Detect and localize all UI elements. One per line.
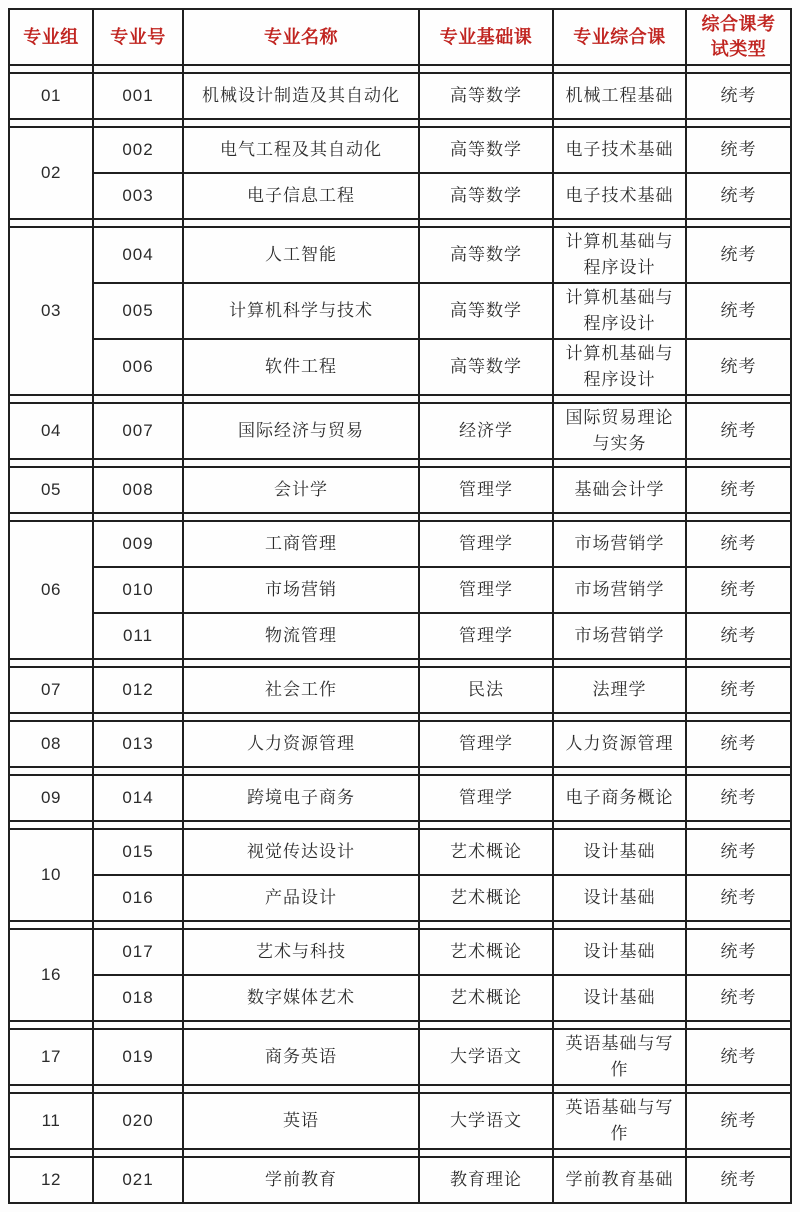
spacer-cell bbox=[9, 767, 93, 775]
spacer-cell bbox=[553, 65, 686, 73]
major-name-cell: 市场营销 bbox=[183, 567, 419, 613]
major-name-cell: 人工智能 bbox=[183, 227, 419, 283]
major-number-cell: 019 bbox=[93, 1029, 183, 1085]
major-number-cell: 007 bbox=[93, 403, 183, 459]
group-cell: 17 bbox=[9, 1029, 93, 1085]
comprehensive-course-cell: 电子技术基础 bbox=[553, 127, 686, 173]
comprehensive-course-cell: 学前教育基础 bbox=[553, 1157, 686, 1203]
header-cell-major-name: 专业名称 bbox=[183, 9, 419, 65]
major-number-cell: 003 bbox=[93, 173, 183, 219]
group-cell: 04 bbox=[9, 403, 93, 459]
table-row bbox=[9, 929, 791, 975]
spacer-cell bbox=[93, 219, 183, 227]
spacer-cell bbox=[9, 219, 93, 227]
table-row bbox=[9, 339, 791, 395]
spacer-cell bbox=[686, 459, 791, 467]
group-spacer-row bbox=[9, 659, 791, 667]
table-row bbox=[9, 127, 791, 173]
header-cell-exam-type: 综合课考试类型 bbox=[686, 9, 791, 65]
table-row bbox=[9, 283, 791, 339]
group-cell: 16 bbox=[9, 929, 93, 1021]
basic-course-cell: 管理学 bbox=[419, 567, 553, 613]
comprehensive-course-cell: 国际贸易理论与实务 bbox=[553, 403, 686, 459]
major-number-cell: 005 bbox=[93, 283, 183, 339]
spacer-cell bbox=[93, 513, 183, 521]
spacer-cell bbox=[183, 65, 419, 73]
spacer-cell bbox=[93, 459, 183, 467]
spacer-cell bbox=[686, 767, 791, 775]
group-cell: 08 bbox=[9, 721, 93, 767]
basic-course-cell: 艺术概论 bbox=[419, 975, 553, 1021]
spacer-cell bbox=[183, 459, 419, 467]
basic-course-cell: 艺术概论 bbox=[419, 875, 553, 921]
spacer-cell bbox=[553, 395, 686, 403]
spacer-cell bbox=[9, 659, 93, 667]
basic-course-cell: 高等数学 bbox=[419, 227, 553, 283]
spacer-cell bbox=[9, 119, 93, 127]
spacer-cell bbox=[183, 1085, 419, 1093]
spacer-cell bbox=[93, 1021, 183, 1029]
major-number-cell: 008 bbox=[93, 467, 183, 513]
spacer-cell bbox=[686, 219, 791, 227]
major-name-cell: 会计学 bbox=[183, 467, 419, 513]
major-name-cell: 国际经济与贸易 bbox=[183, 403, 419, 459]
comprehensive-course-cell: 法理学 bbox=[553, 667, 686, 713]
table-row bbox=[9, 875, 791, 921]
spacer-cell bbox=[183, 1149, 419, 1157]
exam-type-cell: 统考 bbox=[686, 339, 791, 395]
spacer-cell bbox=[93, 659, 183, 667]
spacer-cell bbox=[419, 119, 553, 127]
major-name-cell: 数字媒体艺术 bbox=[183, 975, 419, 1021]
table-row bbox=[9, 829, 791, 875]
major-number-cell: 015 bbox=[93, 829, 183, 875]
exam-type-cell: 统考 bbox=[686, 283, 791, 339]
major-name-cell: 电气工程及其自动化 bbox=[183, 127, 419, 173]
table-row bbox=[9, 721, 791, 767]
exam-type-cell: 统考 bbox=[686, 775, 791, 821]
major-name-cell: 社会工作 bbox=[183, 667, 419, 713]
group-spacer-row bbox=[9, 395, 791, 403]
spacer-cell bbox=[686, 395, 791, 403]
major-number-cell: 010 bbox=[93, 567, 183, 613]
header-cell-basic-course: 专业基础课 bbox=[419, 9, 553, 65]
group-spacer-row bbox=[9, 1085, 791, 1093]
spacer-cell bbox=[419, 1021, 553, 1029]
major-name-cell: 人力资源管理 bbox=[183, 721, 419, 767]
spacer-cell bbox=[183, 713, 419, 721]
spacer-cell bbox=[553, 459, 686, 467]
group-spacer-row bbox=[9, 1149, 791, 1157]
spacer-cell bbox=[553, 1021, 686, 1029]
major-name-cell: 视觉传达设计 bbox=[183, 829, 419, 875]
spacer-cell bbox=[686, 921, 791, 929]
spacer-cell bbox=[553, 513, 686, 521]
major-number-cell: 013 bbox=[93, 721, 183, 767]
group-spacer-row bbox=[9, 821, 791, 829]
spacer-cell bbox=[93, 65, 183, 73]
group-spacer-row bbox=[9, 713, 791, 721]
header-row bbox=[9, 9, 791, 65]
spacer-cell bbox=[9, 459, 93, 467]
spacer-cell bbox=[553, 119, 686, 127]
major-name-cell: 电子信息工程 bbox=[183, 173, 419, 219]
comprehensive-course-cell: 机械工程基础 bbox=[553, 73, 686, 119]
spacer-cell bbox=[183, 513, 419, 521]
comprehensive-course-cell: 英语基础与写作 bbox=[553, 1029, 686, 1085]
spacer-cell bbox=[9, 1085, 93, 1093]
group-spacer-row bbox=[9, 65, 791, 73]
major-name-cell: 学前教育 bbox=[183, 1157, 419, 1203]
group-spacer-row bbox=[9, 921, 791, 929]
spacer-cell bbox=[553, 1149, 686, 1157]
comprehensive-course-cell: 设计基础 bbox=[553, 829, 686, 875]
group-spacer-row bbox=[9, 459, 791, 467]
basic-course-cell: 管理学 bbox=[419, 521, 553, 567]
major-number-cell: 012 bbox=[93, 667, 183, 713]
basic-course-cell: 高等数学 bbox=[419, 283, 553, 339]
spacer-cell bbox=[93, 821, 183, 829]
comprehensive-course-cell: 设计基础 bbox=[553, 929, 686, 975]
comprehensive-course-cell: 计算机基础与程序设计 bbox=[553, 227, 686, 283]
exam-type-cell: 统考 bbox=[686, 1093, 791, 1149]
spacer-cell bbox=[93, 767, 183, 775]
spacer-cell bbox=[419, 1085, 553, 1093]
major-name-cell: 物流管理 bbox=[183, 613, 419, 659]
group-cell: 09 bbox=[9, 775, 93, 821]
table-row bbox=[9, 1029, 791, 1085]
spacer-cell bbox=[553, 921, 686, 929]
comprehensive-course-cell: 电子技术基础 bbox=[553, 173, 686, 219]
spacer-cell bbox=[93, 921, 183, 929]
exam-type-cell: 统考 bbox=[686, 403, 791, 459]
comprehensive-course-cell: 市场营销学 bbox=[553, 567, 686, 613]
spacer-cell bbox=[183, 767, 419, 775]
spacer-cell bbox=[183, 119, 419, 127]
group-spacer-row bbox=[9, 1021, 791, 1029]
basic-course-cell: 大学语文 bbox=[419, 1029, 553, 1085]
spacer-cell bbox=[9, 1149, 93, 1157]
spacer-cell bbox=[9, 921, 93, 929]
spacer-cell bbox=[9, 713, 93, 721]
basic-course-cell: 民法 bbox=[419, 667, 553, 713]
spacer-cell bbox=[419, 713, 553, 721]
exam-type-cell: 统考 bbox=[686, 567, 791, 613]
exam-type-cell: 统考 bbox=[686, 227, 791, 283]
basic-course-cell: 高等数学 bbox=[419, 127, 553, 173]
major-number-cell: 021 bbox=[93, 1157, 183, 1203]
comprehensive-course-cell: 基础会计学 bbox=[553, 467, 686, 513]
exam-type-cell: 统考 bbox=[686, 173, 791, 219]
spacer-cell bbox=[686, 1149, 791, 1157]
spacer-cell bbox=[419, 821, 553, 829]
table-row bbox=[9, 227, 791, 283]
spacer-cell bbox=[93, 713, 183, 721]
major-name-cell: 软件工程 bbox=[183, 339, 419, 395]
spacer-cell bbox=[553, 713, 686, 721]
table-row bbox=[9, 775, 791, 821]
basic-course-cell: 艺术概论 bbox=[419, 929, 553, 975]
header-cell-comprehensive-course: 专业综合课 bbox=[553, 9, 686, 65]
spacer-cell bbox=[419, 767, 553, 775]
spacer-cell bbox=[9, 821, 93, 829]
table-row bbox=[9, 403, 791, 459]
spacer-cell bbox=[686, 659, 791, 667]
group-spacer-row bbox=[9, 119, 791, 127]
spacer-cell bbox=[686, 1021, 791, 1029]
basic-course-cell: 大学语文 bbox=[419, 1093, 553, 1149]
spacer-cell bbox=[9, 65, 93, 73]
exam-type-cell: 统考 bbox=[686, 1029, 791, 1085]
basic-course-cell: 高等数学 bbox=[419, 173, 553, 219]
spacer-cell bbox=[183, 659, 419, 667]
major-number-cell: 002 bbox=[93, 127, 183, 173]
spacer-cell bbox=[419, 395, 553, 403]
major-name-cell: 工商管理 bbox=[183, 521, 419, 567]
comprehensive-course-cell: 电子商务概论 bbox=[553, 775, 686, 821]
comprehensive-course-cell: 设计基础 bbox=[553, 875, 686, 921]
exam-type-cell: 统考 bbox=[686, 829, 791, 875]
basic-course-cell: 高等数学 bbox=[419, 73, 553, 119]
major-name-cell: 产品设计 bbox=[183, 875, 419, 921]
basic-course-cell: 管理学 bbox=[419, 721, 553, 767]
header-cell-major-group: 专业组 bbox=[9, 9, 93, 65]
major-name-cell: 计算机科学与技术 bbox=[183, 283, 419, 339]
spacer-cell bbox=[93, 1149, 183, 1157]
group-cell: 02 bbox=[9, 127, 93, 219]
exam-type-cell: 统考 bbox=[686, 467, 791, 513]
spacer-cell bbox=[9, 513, 93, 521]
table-row bbox=[9, 613, 791, 659]
table-row bbox=[9, 1157, 791, 1203]
major-number-cell: 020 bbox=[93, 1093, 183, 1149]
basic-course-cell: 管理学 bbox=[419, 467, 553, 513]
comprehensive-course-cell: 市场营销学 bbox=[553, 613, 686, 659]
major-number-cell: 009 bbox=[93, 521, 183, 567]
comprehensive-course-cell: 英语基础与写作 bbox=[553, 1093, 686, 1149]
table-row bbox=[9, 1093, 791, 1149]
major-number-cell: 016 bbox=[93, 875, 183, 921]
basic-course-cell: 高等数学 bbox=[419, 339, 553, 395]
spacer-cell bbox=[419, 659, 553, 667]
spacer-cell bbox=[686, 65, 791, 73]
table-body bbox=[9, 65, 791, 1203]
spacer-cell bbox=[553, 767, 686, 775]
table-row bbox=[9, 521, 791, 567]
group-cell: 03 bbox=[9, 227, 93, 395]
group-spacer-row bbox=[9, 767, 791, 775]
spacer-cell bbox=[419, 459, 553, 467]
spacer-cell bbox=[686, 713, 791, 721]
spacer-cell bbox=[419, 65, 553, 73]
spacer-cell bbox=[686, 1085, 791, 1093]
basic-course-cell: 管理学 bbox=[419, 775, 553, 821]
comprehensive-course-cell: 市场营销学 bbox=[553, 521, 686, 567]
spacer-cell bbox=[553, 659, 686, 667]
major-name-cell: 跨境电子商务 bbox=[183, 775, 419, 821]
basic-course-cell: 教育理论 bbox=[419, 1157, 553, 1203]
spacer-cell bbox=[9, 395, 93, 403]
exam-type-cell: 统考 bbox=[686, 929, 791, 975]
spacer-cell bbox=[553, 1085, 686, 1093]
basic-course-cell: 艺术概论 bbox=[419, 829, 553, 875]
table-row bbox=[9, 975, 791, 1021]
spacer-cell bbox=[183, 921, 419, 929]
table-row bbox=[9, 73, 791, 119]
spacer-cell bbox=[553, 219, 686, 227]
group-cell: 10 bbox=[9, 829, 93, 921]
spacer-cell bbox=[93, 1085, 183, 1093]
spacer-cell bbox=[183, 1021, 419, 1029]
major-name-cell: 艺术与科技 bbox=[183, 929, 419, 975]
exam-type-cell: 统考 bbox=[686, 975, 791, 1021]
basic-course-cell: 经济学 bbox=[419, 403, 553, 459]
spacer-cell bbox=[419, 513, 553, 521]
spacer-cell bbox=[93, 119, 183, 127]
spacer-cell bbox=[419, 219, 553, 227]
major-number-cell: 014 bbox=[93, 775, 183, 821]
group-cell: 11 bbox=[9, 1093, 93, 1149]
exam-type-cell: 统考 bbox=[686, 521, 791, 567]
exam-type-cell: 统考 bbox=[686, 667, 791, 713]
basic-course-cell: 管理学 bbox=[419, 613, 553, 659]
group-cell: 01 bbox=[9, 73, 93, 119]
spacer-cell bbox=[9, 1021, 93, 1029]
major-number-cell: 018 bbox=[93, 975, 183, 1021]
major-number-cell: 011 bbox=[93, 613, 183, 659]
major-number-cell: 006 bbox=[93, 339, 183, 395]
table-row bbox=[9, 667, 791, 713]
spacer-cell bbox=[419, 1149, 553, 1157]
table-row bbox=[9, 173, 791, 219]
spacer-cell bbox=[686, 513, 791, 521]
spacer-cell bbox=[686, 821, 791, 829]
group-cell: 05 bbox=[9, 467, 93, 513]
major-name-cell: 机械设计制造及其自动化 bbox=[183, 73, 419, 119]
major-number-cell: 001 bbox=[93, 73, 183, 119]
major-number-cell: 004 bbox=[93, 227, 183, 283]
group-cell: 07 bbox=[9, 667, 93, 713]
spacer-cell bbox=[553, 821, 686, 829]
spacer-cell bbox=[183, 821, 419, 829]
exam-subjects-table bbox=[8, 8, 792, 1204]
table-row bbox=[9, 467, 791, 513]
table-row bbox=[9, 567, 791, 613]
major-name-cell: 商务英语 bbox=[183, 1029, 419, 1085]
exam-type-cell: 统考 bbox=[686, 73, 791, 119]
spacer-cell bbox=[419, 921, 553, 929]
comprehensive-course-cell: 计算机基础与程序设计 bbox=[553, 339, 686, 395]
comprehensive-course-cell: 人力资源管理 bbox=[553, 721, 686, 767]
group-cell: 06 bbox=[9, 521, 93, 659]
header-cell-major-number: 专业号 bbox=[93, 9, 183, 65]
comprehensive-course-cell: 设计基础 bbox=[553, 975, 686, 1021]
exam-type-cell: 统考 bbox=[686, 127, 791, 173]
exam-type-cell: 统考 bbox=[686, 875, 791, 921]
comprehensive-course-cell: 计算机基础与程序设计 bbox=[553, 283, 686, 339]
group-spacer-row bbox=[9, 219, 791, 227]
major-name-cell: 英语 bbox=[183, 1093, 419, 1149]
exam-type-cell: 统考 bbox=[686, 721, 791, 767]
spacer-cell bbox=[183, 219, 419, 227]
group-spacer-row bbox=[9, 513, 791, 521]
group-cell: 12 bbox=[9, 1157, 93, 1203]
major-number-cell: 017 bbox=[93, 929, 183, 975]
exam-type-cell: 统考 bbox=[686, 613, 791, 659]
spacer-cell bbox=[93, 395, 183, 403]
spacer-cell bbox=[686, 119, 791, 127]
exam-type-cell: 统考 bbox=[686, 1157, 791, 1203]
spacer-cell bbox=[183, 395, 419, 403]
